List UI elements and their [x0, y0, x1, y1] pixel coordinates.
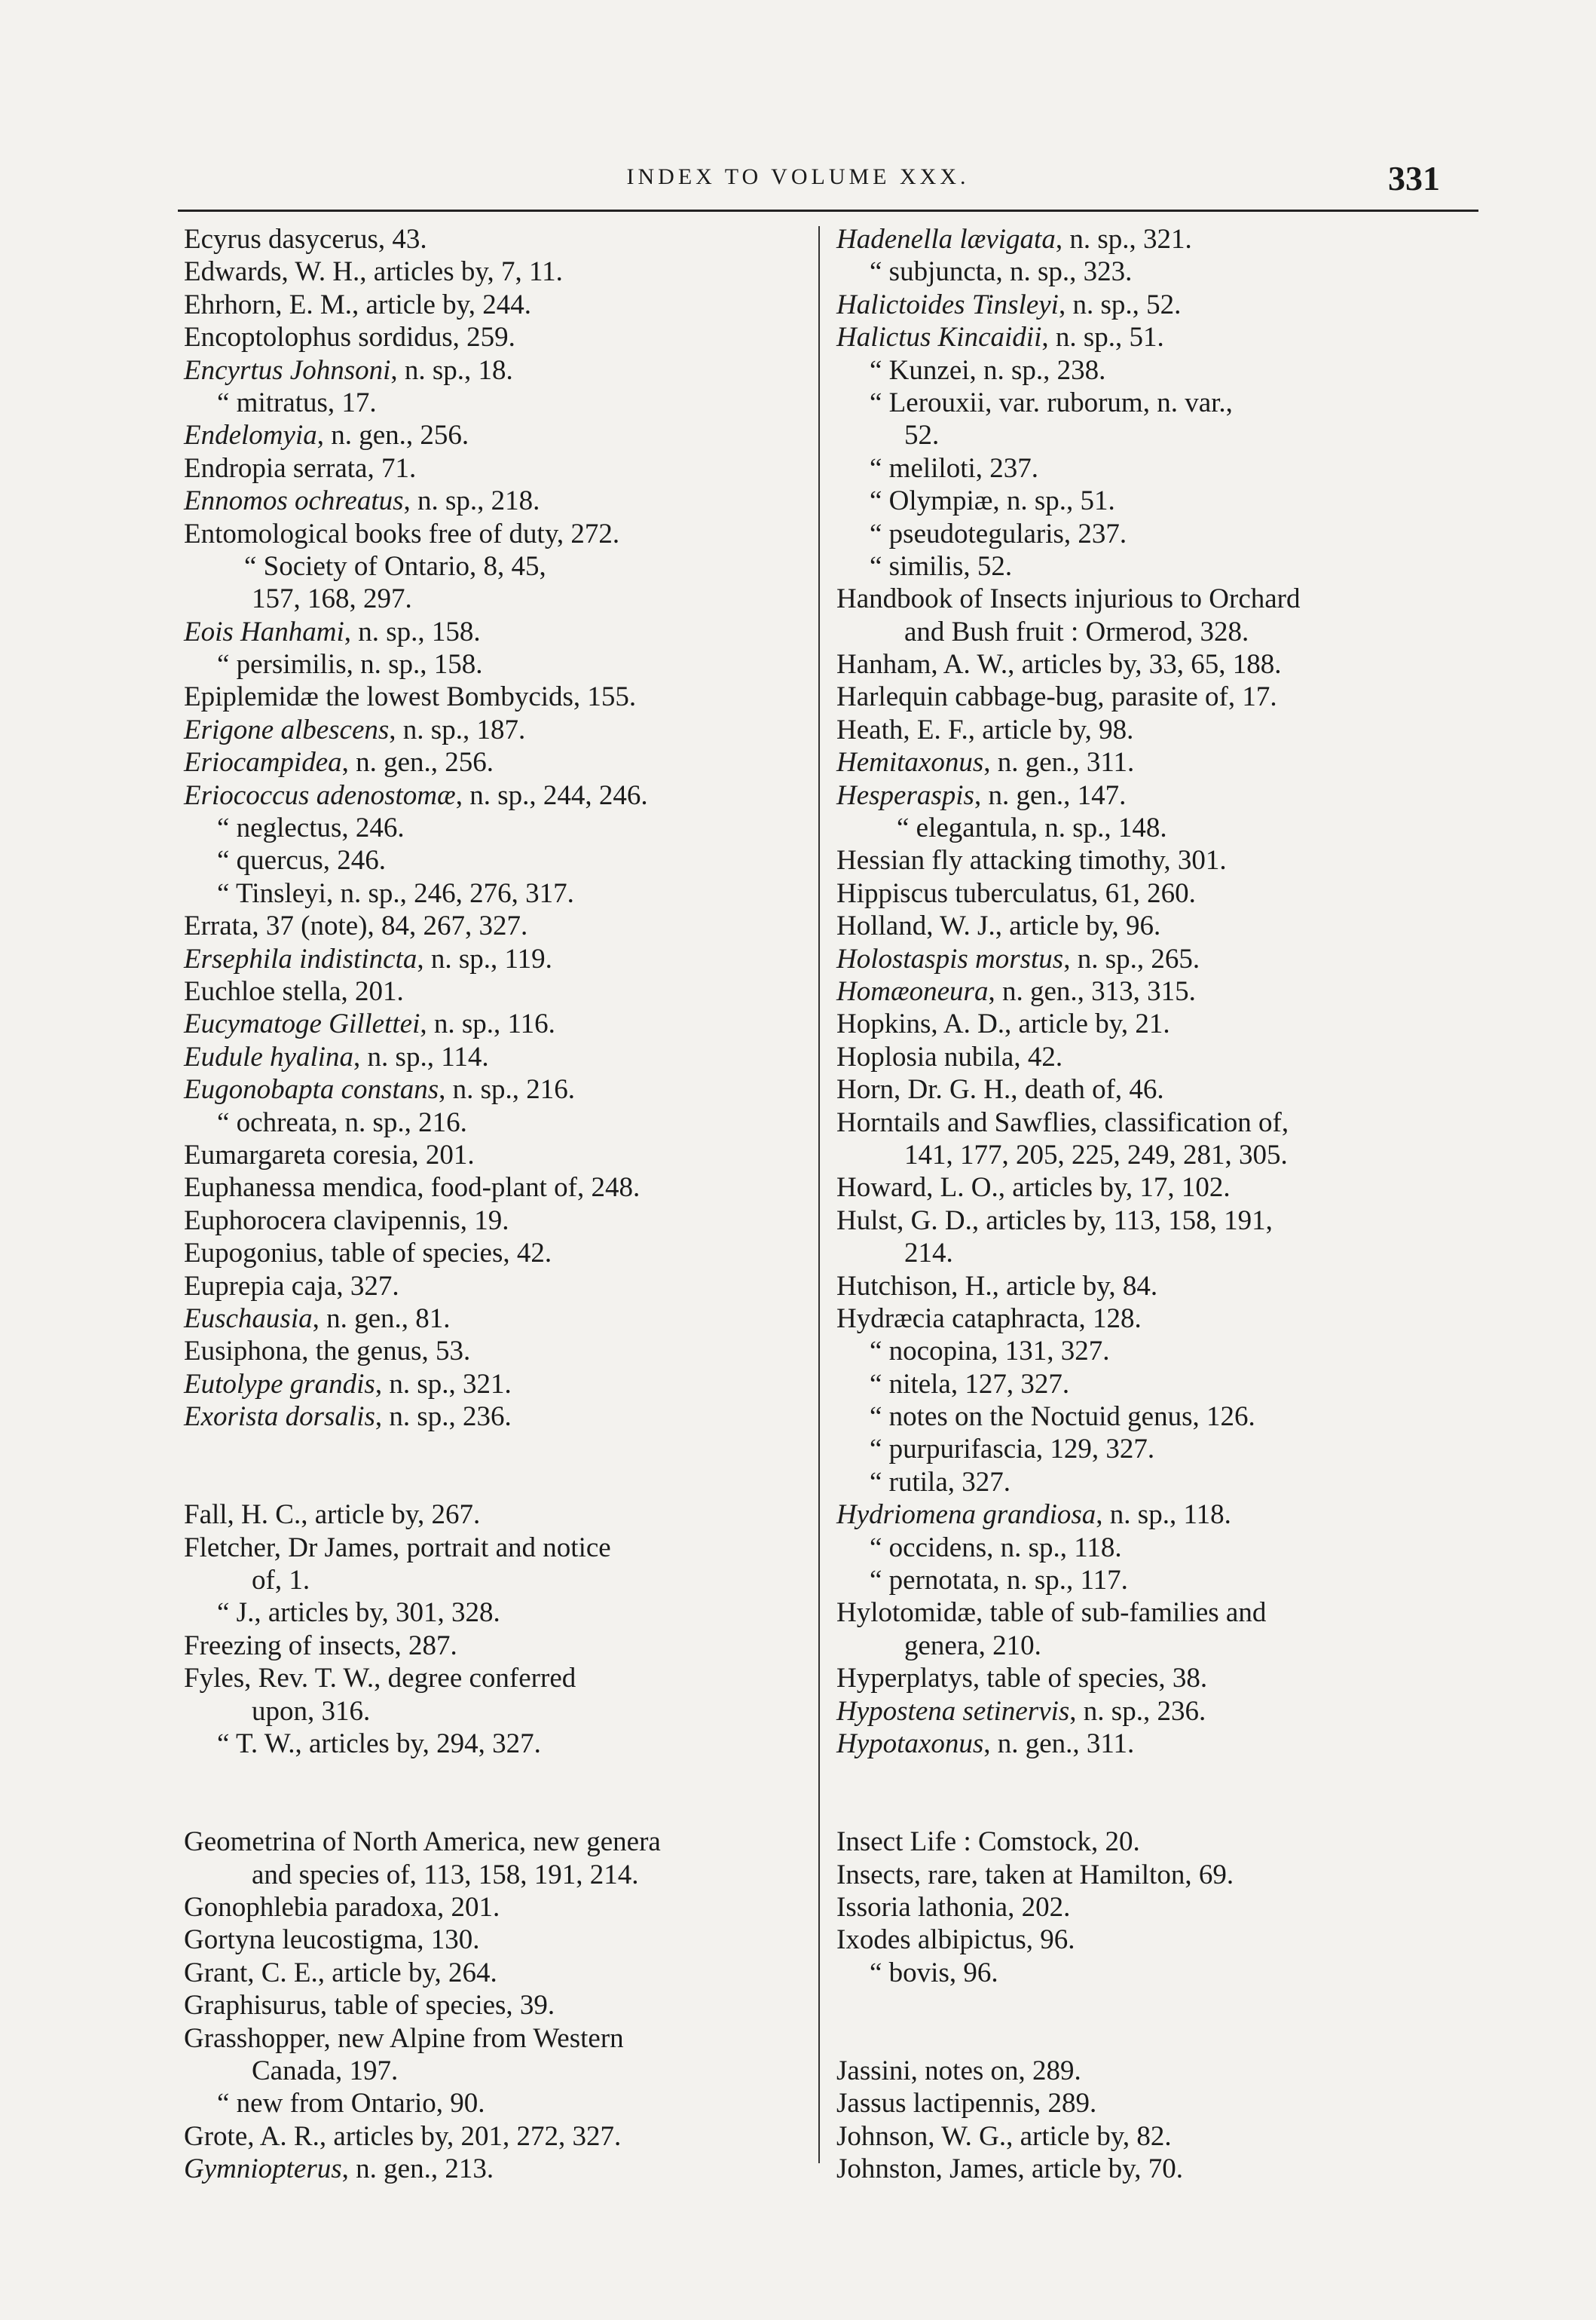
index-entry — [836, 485, 1454, 517]
index-entry-text: , n. sp., 321. — [375, 1368, 512, 1400]
index-entry-taxon: Homæoneura — [836, 975, 989, 1007]
section-gap — [836, 1760, 1454, 1826]
index-entry-taxon: Gymniopterus — [184, 2153, 342, 2185]
index-entry — [184, 354, 802, 387]
index-entry — [836, 1630, 1454, 1662]
index-entry-taxon: Encyrtus Johnsoni — [184, 354, 391, 386]
section-gap — [184, 1433, 802, 1498]
index-entry-text: “ nitela, 127, 327. — [870, 1368, 1070, 1400]
index-entry — [184, 1073, 802, 1106]
index-entry-text: , n. sp., 119. — [417, 943, 552, 975]
index-entry-text: “ ochreata, n. sp., 216. — [217, 1106, 467, 1138]
index-entry — [184, 1695, 802, 1728]
index-entry-text: Eumargareta coresia, 201. — [184, 1139, 475, 1171]
index-entry — [184, 910, 802, 942]
index-entry — [184, 452, 802, 485]
index-entry-text: Canada, 197. — [252, 2055, 399, 2086]
index-entry — [836, 1139, 1454, 1171]
index-entry-text: Horntails and Sawflies, classification of, — [836, 1106, 1289, 1138]
index-entry-text: , n. gen., 213. — [341, 2153, 494, 2185]
index-entry — [184, 1859, 802, 1891]
index-entry — [836, 943, 1454, 975]
index-entry-text: , n. sp., 18. — [390, 354, 513, 386]
index-entry-text: Euchloe stella, 201. — [184, 975, 404, 1007]
index-entry — [836, 1859, 1454, 1891]
index-entry — [184, 1826, 802, 1858]
index-entry — [836, 256, 1454, 288]
index-entry-text: Grote, A. R., articles by, 201, 272, 327. — [184, 2120, 622, 2152]
index-entry — [184, 1564, 802, 1596]
index-entry — [836, 1564, 1454, 1596]
index-entry — [836, 1302, 1454, 1335]
index-entry — [836, 1008, 1454, 1040]
index-entry-text: Eusiphona, the genus, 53. — [184, 1336, 471, 1367]
index-entry-taxon: Ennomos ochreatus — [184, 485, 404, 517]
index-column-right — [836, 223, 1454, 2185]
index-entry — [184, 681, 802, 713]
index-entry — [184, 419, 802, 451]
index-entry-text: “ Lerouxii, var. ruborum, n. var., — [870, 387, 1233, 418]
index-entry-text: Graphisurus, table of species, 39. — [184, 1990, 555, 2022]
index-entry-text: Ehrhorn, E. M., article by, 244. — [184, 289, 532, 320]
index-entry — [836, 1368, 1454, 1400]
index-entry-taxon: Eois Hanhami — [184, 616, 344, 647]
index-entry — [836, 648, 1454, 681]
index-entry-taxon: Hesperaspis — [836, 779, 974, 811]
index-entry — [836, 2087, 1454, 2120]
index-entry-taxon: Eriocampidea — [184, 747, 342, 779]
index-entry-text: Hutchison, H., article by, 84. — [836, 1270, 1158, 1302]
index-entry-taxon: Hypostena setinervis — [836, 1695, 1070, 1727]
index-entry — [184, 1957, 802, 1989]
index-entry-text: Hyperplatys, table of species, 38. — [836, 1663, 1208, 1694]
index-entry — [836, 550, 1454, 583]
index-entry — [836, 223, 1454, 256]
index-entry-text: “ Tinsleyi, n. sp., 246, 276, 317. — [217, 877, 574, 909]
index-entry — [836, 2120, 1454, 2153]
index-entry — [836, 1498, 1454, 1531]
index-entry — [184, 1498, 802, 1531]
index-entry-text: Endropia serrata, 71. — [184, 452, 417, 484]
index-entry-text: Johnson, W. G., article by, 82. — [836, 2120, 1172, 2152]
index-entry-text: Issoria lathonia, 202. — [836, 1891, 1071, 1923]
index-entry — [836, 1204, 1454, 1237]
index-entry — [836, 1171, 1454, 1204]
index-entry — [836, 681, 1454, 713]
index-entry — [184, 1400, 802, 1433]
index-entry — [836, 844, 1454, 877]
index-entry-text: Handbook of Insects injurious to Orchard — [836, 583, 1301, 615]
index-entry — [184, 289, 802, 321]
index-entry-text: , n. gen., 311. — [983, 747, 1135, 779]
index-entry — [184, 1302, 802, 1335]
index-entry — [836, 387, 1454, 419]
index-entry — [184, 812, 802, 844]
index-entry — [184, 616, 802, 648]
index-entry-text: Fall, H. C., article by, 267. — [184, 1499, 481, 1531]
index-entry-text: , n. sp., 216. — [439, 1074, 576, 1106]
index-entry-text: “ bovis, 96. — [870, 1957, 998, 1988]
index-entry-text: Epiplemidæ the lowest Bombycids, 155. — [184, 681, 637, 713]
index-entry-text: , n. sp., 321. — [1055, 224, 1192, 255]
index-entry — [836, 910, 1454, 942]
index-entry — [184, 1270, 802, 1302]
index-entry — [836, 583, 1454, 615]
index-entry — [184, 975, 802, 1008]
index-entry — [836, 714, 1454, 746]
index-entry-text: Holland, W. J., article by, 96. — [836, 911, 1161, 942]
index-entry — [836, 289, 1454, 321]
index-entry-text: , n. sp., 265. — [1063, 943, 1200, 975]
index-entry-text: Johnston, James, article by, 70. — [836, 2153, 1184, 2185]
index-entry-text: Hylotomidæ, table of sub-families and — [836, 1597, 1267, 1629]
index-entry-text: 157, 168, 297. — [252, 583, 412, 615]
index-entry — [184, 844, 802, 877]
index-entry — [836, 877, 1454, 910]
index-entry — [184, 1368, 802, 1400]
index-entry — [184, 1596, 802, 1629]
index-entry-text: , n. gen., 313, 315. — [988, 975, 1196, 1007]
index-entry-text: , n. gen., 147. — [974, 779, 1127, 811]
index-entry — [836, 1695, 1454, 1728]
index-entry — [836, 1106, 1454, 1139]
index-entry-text: Fyles, Rev. T. W., degree conferred — [184, 1663, 576, 1694]
index-entry-taxon: Eucymatoge Gillettei — [184, 1008, 420, 1040]
index-entry-text: Gonophlebia paradoxa, 201. — [184, 1891, 500, 1923]
index-entry-text: “ subjuncta, n. sp., 323. — [870, 256, 1133, 288]
index-entry-text: Howard, L. O., articles by, 17, 102. — [836, 1172, 1231, 1204]
index-entry-text: upon, 316. — [252, 1695, 371, 1727]
index-entry-taxon: Erigone albescens — [184, 714, 390, 745]
index-entry — [836, 518, 1454, 550]
index-entry-taxon: Eriococcus adenostomæ — [184, 779, 456, 811]
index-entry-text: , n. sp., 114. — [353, 1041, 489, 1073]
index-entry — [184, 1662, 802, 1694]
index-entry-taxon: Holostaspis morstus — [836, 943, 1064, 975]
index-entry-text: “ Kunzei, n. sp., 238. — [870, 354, 1106, 386]
index-entry-taxon: Ersephila indistincta — [184, 943, 417, 975]
index-entry — [184, 583, 802, 615]
index-entry-taxon: Euschausia — [184, 1302, 313, 1334]
index-entry — [184, 550, 802, 583]
index-entry — [184, 2055, 802, 2087]
index-entry-text: “ notes on the Noctuid genus, 126. — [870, 1401, 1255, 1433]
index-entry — [184, 714, 802, 746]
index-entry-text: Jassini, notes on, 289. — [836, 2055, 1081, 2086]
index-entry-text: Heath, E. F., article by, 98. — [836, 714, 1134, 745]
index-entry — [184, 1237, 802, 1269]
index-entry-text: Insects, rare, taken at Hamilton, 69. — [836, 1859, 1234, 1890]
index-entry — [836, 452, 1454, 485]
index-entry-text: Hopkins, A. D., article by, 21. — [836, 1008, 1170, 1040]
index-entry — [184, 1728, 802, 1760]
index-entry-text: , n. sp., 118. — [1096, 1499, 1231, 1531]
index-entry-text: , n. sp., 236. — [375, 1401, 512, 1433]
running-title: INDEX TO VOLUME XXX. — [626, 164, 970, 189]
index-entry — [184, 1630, 802, 1662]
index-entry — [184, 2120, 802, 2153]
index-entry-text: Gortyna leucostigma, 130. — [184, 1924, 480, 1956]
index-entry — [836, 1662, 1454, 1694]
index-entry-text: “ quercus, 246. — [217, 845, 386, 877]
index-entry — [184, 1989, 802, 2022]
index-entry-text: Harlequin cabbage-bug, parasite of, 17. — [836, 681, 1277, 713]
index-entry — [836, 1073, 1454, 1106]
index-entry-text: “ pernotata, n. sp., 117. — [870, 1565, 1128, 1596]
index-entry — [836, 354, 1454, 387]
index-entry-text: of, 1. — [252, 1565, 310, 1596]
index-entry-text: “ neglectus, 246. — [217, 813, 405, 844]
index-entry-taxon: Endelomyia — [184, 420, 317, 451]
index-entry-text: Edwards, W. H., articles by, 7, 11. — [184, 256, 563, 288]
index-entry — [184, 648, 802, 681]
index-entry — [836, 1335, 1454, 1367]
running-header — [0, 159, 1596, 202]
index-entry-text: Hulst, G. D., articles by, 113, 158, 191, — [836, 1204, 1273, 1236]
index-entry-text: Hanham, A. W., articles by, 33, 65, 188. — [836, 649, 1282, 681]
index-entry — [184, 1924, 802, 1956]
index-entry — [836, 1596, 1454, 1629]
index-entry-text: genera, 210. — [904, 1630, 1041, 1661]
index-entry — [184, 256, 802, 288]
index-entry-text: , n. sp., 158. — [344, 616, 481, 647]
index-entry — [836, 321, 1454, 354]
index-entry-text: and Bush fruit : Ormerod, 328. — [904, 616, 1249, 647]
index-entry — [184, 387, 802, 419]
index-entry-text: , n. gen., 81. — [312, 1302, 451, 1334]
index-entry-taxon: Halictus Kincaidii — [836, 322, 1042, 354]
index-entry — [836, 1957, 1454, 1989]
index-entry — [184, 1139, 802, 1171]
index-entry — [836, 616, 1454, 648]
index-entry-taxon: Eutolype grandis — [184, 1368, 375, 1400]
index-entry-text: , n. sp., 187. — [389, 714, 526, 745]
index-entry-text: “ similis, 52. — [870, 550, 1013, 582]
index-entry — [184, 2022, 802, 2055]
index-entry-text: 214. — [904, 1238, 953, 1269]
index-entry — [836, 975, 1454, 1008]
index-entry-text: , n. sp., 218. — [403, 485, 540, 517]
index-entry-taxon: Eugonobapta constans — [184, 1074, 439, 1106]
index-entry-text: Grant, C. E., article by, 264. — [184, 1957, 497, 1988]
index-entry-text: Euphanessa mendica, food-plant of, 248. — [184, 1172, 641, 1204]
index-entry — [836, 1891, 1454, 1924]
index-entry-text: Entomological books free of duty, 272. — [184, 518, 620, 549]
index-entry-taxon: Hemitaxonus — [836, 747, 984, 779]
index-entry-text: , n. gen., 256. — [341, 747, 494, 779]
index-entry — [184, 1171, 802, 1204]
index-entry-text: Ixodes albipictus, 96. — [836, 1924, 1075, 1956]
index-entry — [184, 1204, 802, 1237]
index-entry — [836, 1237, 1454, 1269]
index-entry — [184, 1891, 802, 1924]
page-number: 331 — [1388, 159, 1440, 197]
index-entry-taxon: Hydriomena grandiosa — [836, 1499, 1096, 1531]
index-entry — [184, 1335, 802, 1367]
index-entry-text: “ mitratus, 17. — [217, 387, 377, 418]
index-entry-text: Freezing of insects, 287. — [184, 1630, 457, 1661]
index-entry-text: “ persimilis, n. sp., 158. — [217, 649, 483, 681]
index-entry — [184, 321, 802, 354]
index-entry-text: , n. sp., 116. — [420, 1008, 555, 1040]
index-entry-taxon: Halictoides Tinsleyi — [836, 289, 1059, 320]
index-entry — [184, 1008, 802, 1040]
column-divider — [818, 226, 820, 2163]
index-entry-text: “ pseudotegularis, 237. — [870, 518, 1127, 549]
index-entry-text: Hydræcia cataphracta, 128. — [836, 1302, 1142, 1334]
index-entry-text: Horn, Dr. G. H., death of, 46. — [836, 1074, 1164, 1106]
index-entry — [836, 1532, 1454, 1564]
index-entry — [184, 746, 802, 779]
index-entry-text: and species of, 113, 158, 191, 214. — [252, 1859, 639, 1890]
index-entry — [184, 1532, 802, 1564]
index-entry-text: “ T. W., articles by, 294, 327. — [217, 1728, 541, 1759]
index-entry — [836, 1924, 1454, 1956]
index-entry — [836, 1041, 1454, 1073]
index-entry-text: , n. gen., 256. — [316, 420, 469, 451]
index-entry-text: “ rutila, 327. — [870, 1466, 1011, 1498]
index-entry-taxon: Exorista dorsalis — [184, 1401, 375, 1433]
index-entry — [836, 779, 1454, 812]
index-entry-text: “ Olympiæ, n. sp., 51. — [870, 485, 1115, 517]
index-entry — [836, 1728, 1454, 1760]
index-entry-text: Eupogonius, table of species, 42. — [184, 1238, 552, 1269]
index-entry-text: Insect Life : Comstock, 20. — [836, 1826, 1140, 1858]
index-entry — [836, 1466, 1454, 1498]
index-entry — [184, 943, 802, 975]
index-entry — [836, 2153, 1454, 2185]
index-entry — [836, 1400, 1454, 1433]
index-entry-text: “ meliloti, 237. — [870, 452, 1039, 484]
index-entry-text: Jassus lactipennis, 289. — [836, 2088, 1097, 2120]
index-entry-text: 141, 177, 205, 225, 249, 281, 305. — [904, 1139, 1288, 1171]
index-entry-text: Fletcher, Dr James, portrait and notice — [184, 1532, 611, 1563]
index-entry — [184, 2153, 802, 2185]
index-entry-text: “ purpurifascia, 129, 327. — [870, 1434, 1155, 1465]
index-column-left — [184, 223, 802, 2185]
index-entry — [836, 1826, 1454, 1858]
index-entry — [836, 1433, 1454, 1465]
index-entry-text: Errata, 37 (note), 84, 267, 327. — [184, 911, 528, 942]
index-entry — [836, 812, 1454, 844]
index-entry-text: “ elegantula, n. sp., 148. — [897, 813, 1167, 844]
index-entry-text: , n. sp., 51. — [1041, 322, 1164, 354]
index-entry — [184, 877, 802, 910]
index-entry-text: 52. — [904, 420, 940, 451]
index-entry-text: Euprepia caja, 327. — [184, 1270, 399, 1302]
index-entry-text: Grasshopper, new Alpine from Western — [184, 2022, 624, 2054]
index-entry-text: , n. gen., 311. — [983, 1728, 1135, 1759]
index-entry — [836, 419, 1454, 451]
index-entry — [836, 2055, 1454, 2087]
index-entry — [184, 1106, 802, 1139]
section-gap — [184, 1760, 802, 1826]
index-entry-text: Hoplosia nubila, 42. — [836, 1041, 1063, 1073]
index-entry — [184, 485, 802, 517]
index-entry — [184, 779, 802, 812]
index-entry-text: , n. sp., 244, 246. — [455, 779, 648, 811]
index-entry-text: , n. sp., 52. — [1058, 289, 1182, 320]
section-gap — [836, 1989, 1454, 2055]
index-entry-text: Encoptolophus sordidus, 259. — [184, 322, 515, 354]
index-entry — [184, 2087, 802, 2120]
index-entry-text: “ J., articles by, 301, 328. — [217, 1597, 500, 1629]
index-entry-text: Geometrina of North America, new genera — [184, 1826, 661, 1858]
index-entry-text: “ Society of Ontario, 8, 45, — [244, 550, 546, 582]
index-entry-text: , n. sp., 236. — [1069, 1695, 1206, 1727]
index-entry-text: Hessian fly attacking timothy, 301. — [836, 845, 1227, 877]
index-entry — [184, 1041, 802, 1073]
index-entry — [184, 518, 802, 550]
header-rule — [178, 210, 1478, 212]
index-entry-text: Hippiscus tuberculatus, 61, 260. — [836, 877, 1196, 909]
index-entry — [836, 1270, 1454, 1302]
index-entry-text: Euphorocera clavipennis, 19. — [184, 1204, 509, 1236]
index-entry-text: Ecyrus dasycerus, 43. — [184, 224, 427, 255]
index-entry-text: “ new from Ontario, 90. — [217, 2088, 485, 2120]
index-entry-taxon: Hypotaxonus — [836, 1728, 984, 1759]
index-entry — [184, 223, 802, 256]
index-entry-text: “ occidens, n. sp., 118. — [870, 1532, 1122, 1563]
index-entry — [836, 746, 1454, 779]
index-entry-taxon: Hadenella lævigata — [836, 224, 1056, 255]
index-entry-text: “ nocopina, 131, 327. — [870, 1336, 1110, 1367]
index-entry-taxon: Eudule hyalina — [184, 1041, 354, 1073]
